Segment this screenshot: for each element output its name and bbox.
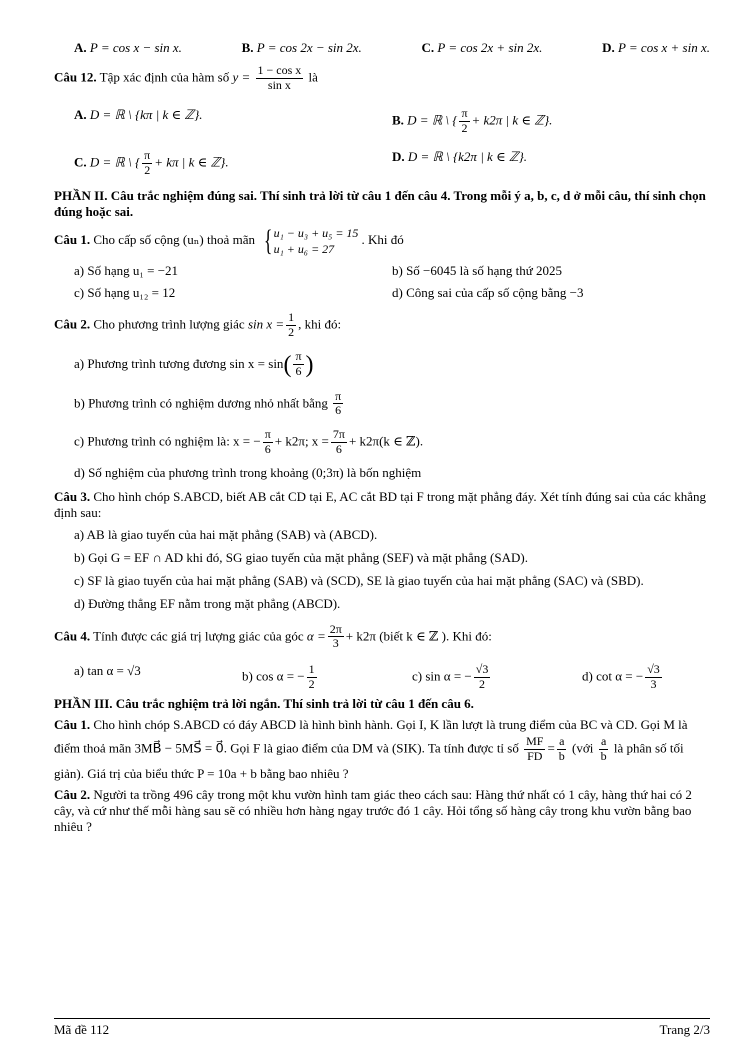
p2q3-a: a) AB là giao tuyến của hai mặt phẳng (SAB) và (ABCD). <box>74 526 378 542</box>
p2q1-row1 <box>54 263 710 279</box>
p2q3-c: c) SF là giao tuyến của hai mặt phẳng (SAB) và (SCD), SE là giao tuyến của hai mặt phẳng (SAC) và (SBD). <box>74 573 644 589</box>
q11-option-d: D. P = cos x + sin x. <box>602 40 710 55</box>
p2q4-options <box>54 663 710 692</box>
p2-question-3: Câu 3. Cho hình chóp S.ABCD, biết AB cắt CD tại E, AC cắt BD tại F trong mặt phẳng đáy. Xét tính đúng sai của các khẳng định sau: <box>54 489 706 521</box>
p2q2-d: d) Số nghiệm của phương trình trong khoảng (0;3π) là bốn nghiệm <box>74 464 422 480</box>
p2-question-2: Câu 2. Cho phương trình lượng giác sin x = $\frac{1}{2}$ , khi đó: <box>54 310 342 339</box>
q12-options-row1 <box>54 107 710 136</box>
q12-options-row2 <box>54 149 710 178</box>
q11-options <box>54 40 710 56</box>
q12-option-b: B. D = ℝ \ { $\frac{\pi}{2}$ + k2π | k ∈ ℤ}. <box>392 105 553 135</box>
p2q4-c: c) sin α = − $\frac{√3}{2}$ <box>412 662 489 691</box>
p2q1-a: a) Số hạng u₁ = −21 <box>74 262 179 278</box>
equation-system: { u₁ − u₃ + u₅ = 15 u₁ + u₆ = 27 <box>264 223 359 257</box>
exam-page <box>54 38 710 836</box>
q12-fraction: $\frac{\text{1 − cos x}}{\text{sin x}}$ <box>257 63 302 93</box>
part-2-title: PHẦN II. Câu trắc nghiệm đúng sai. Thí sinh trả lời từ câu 1 đến câu 4. Trong mỗi ý a, b, c, d ở mỗi câu, thí sinh chọn đúng hoặc sai. <box>54 188 706 220</box>
p3-question-1: Câu 1. Cho hình chóp S.ABCD có đáy ABCD là hình bình hành. Gọi I, K lần lượt là trung điểm của BC và CD. Gọi M là điểm thoả mãn 3MB⃗ − 5MS⃗ = 0⃗. Gọi F là giao điểm của DM và (SIK). Ta tính được tỉ số $\frac{MF}{FD}$ = $\frac{a}{b}$ (với $\frac{a}{b}$ là phân số tối giản). Giá trị của biểu thức P = 10a + b bằng bao nhiêu ? <box>54 717 688 781</box>
q12-option-a: A. D = ℝ \ {kπ | k ∈ ℤ}. <box>74 106 203 122</box>
exam-code: Mã đề 112 <box>54 1022 110 1037</box>
p2q4-b: b) cos α = − $\frac{1}{2}$ <box>242 662 315 691</box>
p2q4-d: d) cot α = − $\frac{√3}{3}$ <box>582 662 660 691</box>
q11-option-c: C. P = cos 2x + sin 2x. <box>421 40 543 55</box>
footer <box>54 1022 710 1038</box>
p2q1-b: b) Số −6045 là số hạng thứ 2025 <box>392 262 563 278</box>
footer-divider <box>54 1018 710 1019</box>
p2q2-c: c) Phương trình có nghiệm là: x = − $\frac{\pi}{6}$ + k2π; x = $\frac{7\pi}{6}$ + k2π(k ∈ ℤ). <box>74 427 424 457</box>
p2-question-1: Câu 1. Cho cấp số cộng (uₙ) thoả mãn { u₁ − u₃ + u₅ = 15 u₁ + u₆ = 27 . Khi đó <box>54 223 404 257</box>
p2-question-4: Câu 4. Tính được các giá trị lượng giác của góc α = $\frac{2\pi}{3}$ + k2π (biết k ∈ ℤ ). Khi đó: <box>54 621 492 651</box>
q12-option-d: D. D = ℝ \ {k2π | k ∈ ℤ}. <box>392 149 528 165</box>
question-12: Câu 12. Tập xác định của hàm số y = $\frac{\text{1 − cos x}}{\text{sin x}}$ là <box>54 63 318 93</box>
q11-option-a: A. P = cos x − sin x. <box>74 40 182 55</box>
p3-question-2: Câu 2. Người ta trồng 496 cây trong một khu vườn hình tam giác theo cách sau: Hàng thứ nhất có 1 cây, hàng thứ hai có 2 cây, và cứ như thế mỗi hàng sau sẽ có nhiều hơn hàng ngay trước đó 1 cây. Hỏi tổng số hàng cây trong khu vườn bằng bao nhiêu ? <box>54 786 692 835</box>
p2q3-d: d) Đường thẳng EF nằm trong mặt phẳng (ABCD). <box>74 596 341 612</box>
p2q3-b: b) Gọi G = EF ∩ AD khi đó, SG giao tuyến của mặt phẳng (SEF) và mặt phẳng (SAD). <box>74 549 528 565</box>
p2q4-a: a) tan α = √3 <box>74 663 141 679</box>
q12-option-c: C. D = ℝ \ { $\frac{\pi}{2}$ + kπ | k ∈ ℤ}. <box>74 148 229 178</box>
p2q1-row2 <box>54 285 710 301</box>
p2q2-a: a) Phương trình tương đương sin x = sin( $\frac{\pi}{6}$ ) <box>74 349 314 379</box>
page-number: Trang 2/3 <box>659 1022 710 1037</box>
p2q2-b: b) Phương trình có nghiệm dương nhỏ nhất bằng $\frac{\pi}{6}$ <box>74 388 342 418</box>
p2q1-c: c) Số hạng u₁₂ = 12 <box>74 284 176 300</box>
q11-option-b: B. P = cos 2x − sin 2x. <box>241 40 362 55</box>
part-3-title: PHẦN III. Câu trắc nghiệm trả lời ngắn. Thí sinh trả lời từ câu 1 đến câu 6. <box>54 695 474 711</box>
p2q1-d: d) Công sai của cấp số cộng bằng −3 <box>392 284 584 300</box>
